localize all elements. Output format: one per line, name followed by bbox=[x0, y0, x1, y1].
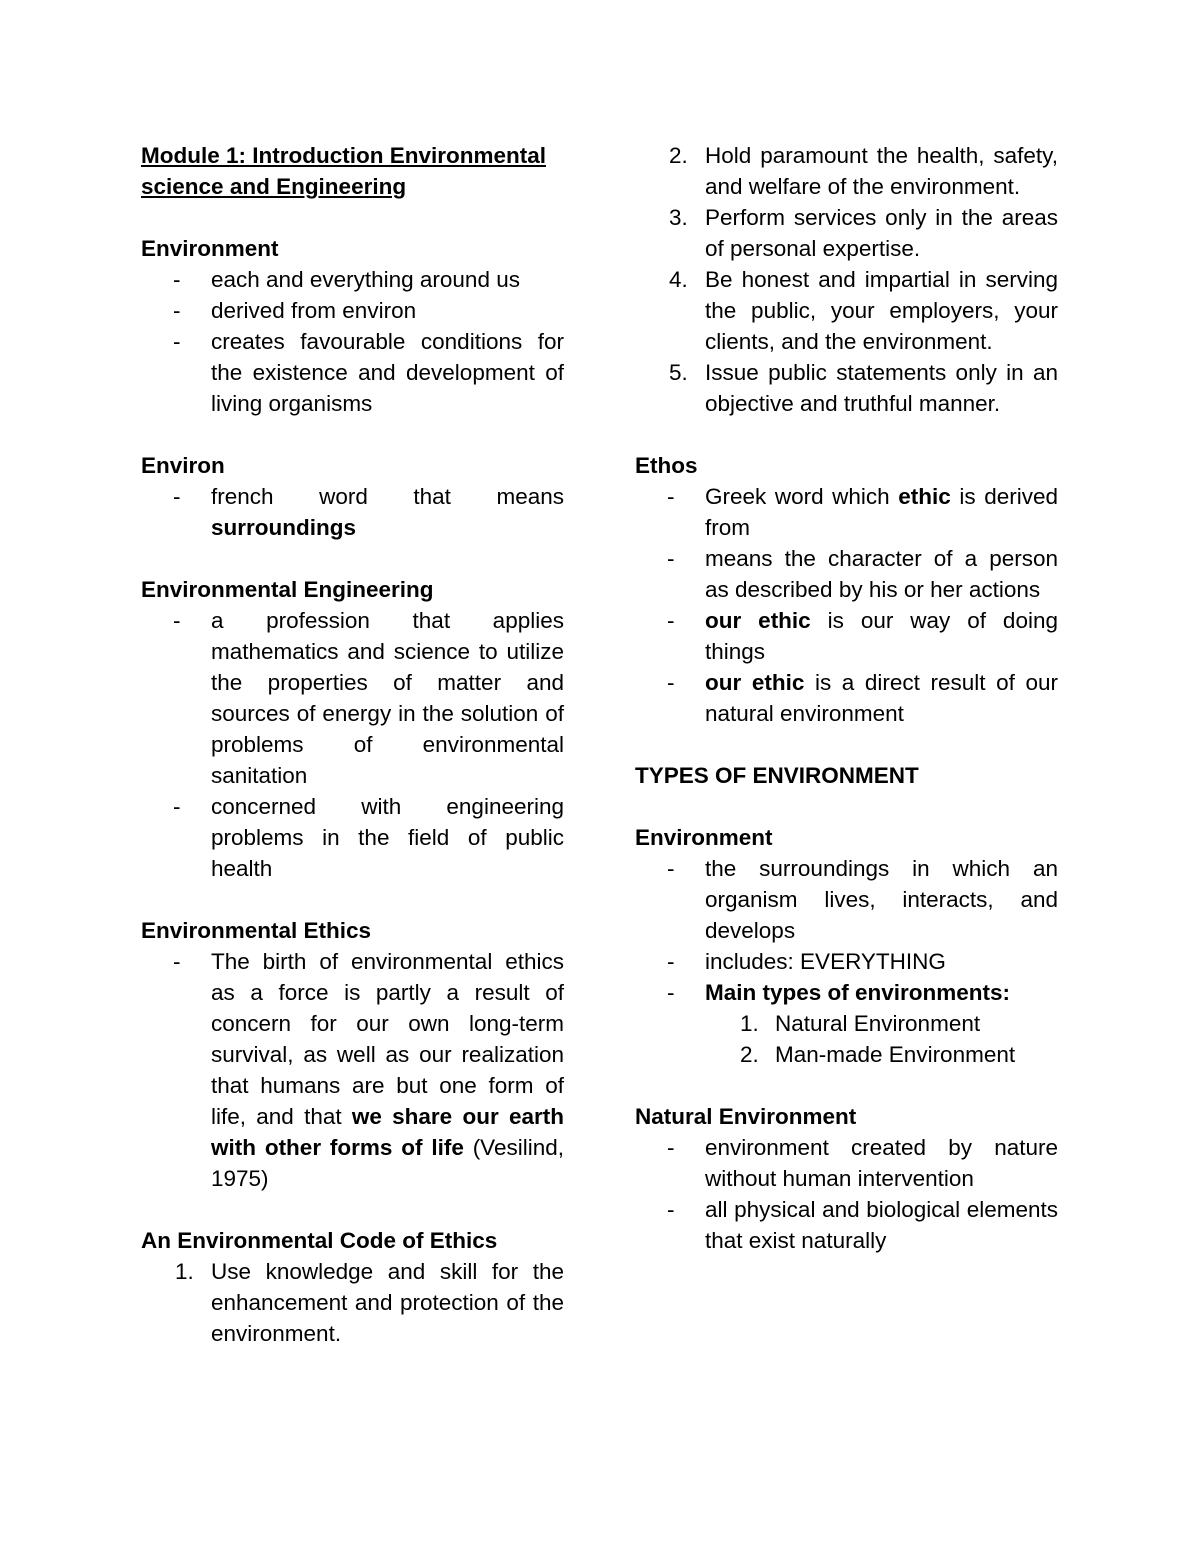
list-item: - a profession that applies mathematics and science to utilize the properties of matter and sources of energy in the solution of problems of environmental sanitation bbox=[173, 608, 564, 788]
list-item: - creates favourable conditions for the existence and development of living organisms bbox=[173, 329, 564, 416]
sub-list-item: 2. Man-made Environment bbox=[740, 1042, 1016, 1067]
env-ethics-heading: Environmental Ethics bbox=[141, 918, 372, 943]
sub-list-item: 1. Natural Environment bbox=[740, 1011, 981, 1036]
types-heading: TYPES OF ENVIRONMENT bbox=[635, 763, 919, 788]
list-item: - Main types of environments: bbox=[667, 980, 1011, 1005]
environment-heading: Environment bbox=[141, 236, 279, 261]
list-item: - concerned with engineering problems in the field of public health bbox=[173, 794, 564, 881]
list-item: - the surroundings in which an organism lives, interacts, and develops bbox=[667, 856, 1058, 943]
list-item: 1. Use knowledge and skill for the enhancement and protection of the environment. bbox=[175, 1259, 564, 1346]
list-item: - includes: EVERYTHING bbox=[667, 949, 946, 974]
list-item: - derived from environ bbox=[173, 298, 417, 323]
left-column bbox=[141, 140, 564, 1349]
list-item: - Greek word which ethic is derived from bbox=[667, 484, 1058, 540]
list-item: 4. Be honest and impartial in serving the public, your employers, your clients, and the environment. bbox=[669, 267, 1058, 354]
module-title: Module 1: Introduction Environmental science and Engineering bbox=[141, 143, 546, 199]
list-item: - our ethic is our way of doing things bbox=[667, 608, 1058, 664]
list-item: - The birth of environmental ethics as a force is partly a result of concern for our own long-term survival, as well as our realization that humans are but one form of life, and that we share our earth with other forms of life (Vesilind, 1975) bbox=[173, 949, 564, 1191]
environ-heading: Environ bbox=[141, 453, 225, 478]
list-item: - each and everything around us bbox=[173, 267, 520, 292]
ethos-heading: Ethos bbox=[635, 453, 698, 478]
list-item: - our ethic is a direct result of our natural environment bbox=[667, 670, 1058, 726]
natural-environment-heading: Natural Environment bbox=[635, 1104, 857, 1129]
list-item: - all physical and biological elements that exist naturally bbox=[667, 1197, 1058, 1253]
environment-heading-right: Environment bbox=[635, 825, 773, 850]
list-item: - environment created by nature without human intervention bbox=[667, 1135, 1058, 1191]
list-item: - means the character of a person as described by his or her actions bbox=[667, 546, 1058, 602]
list-item: - french word that means surroundings bbox=[173, 484, 564, 540]
code-of-ethics-heading: An Environmental Code of Ethics bbox=[141, 1228, 498, 1253]
right-column bbox=[635, 140, 1058, 1256]
list-item: 3. Perform services only in the areas of personal expertise. bbox=[669, 205, 1058, 261]
env-engineering-heading: Environmental Engineering bbox=[141, 577, 434, 602]
list-item: 5. Issue public statements only in an objective and truthful manner. bbox=[669, 360, 1058, 416]
list-item: 2. Hold paramount the health, safety, and welfare of the environment. bbox=[669, 143, 1058, 199]
